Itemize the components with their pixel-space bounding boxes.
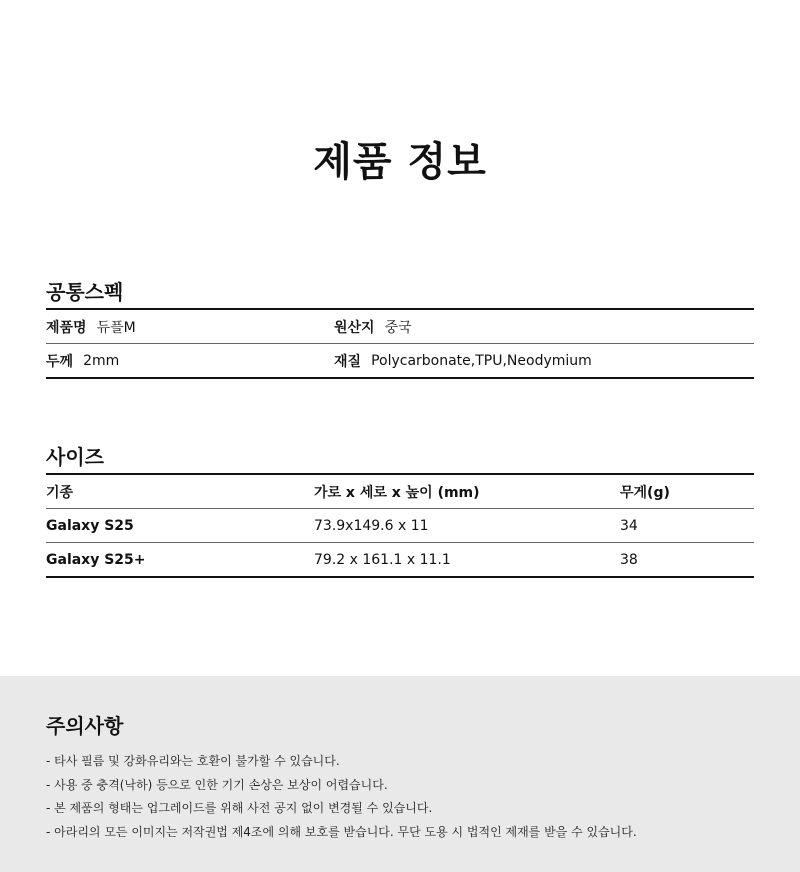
spec-section-title: 공통스펙 — [46, 280, 124, 304]
spec-row — [46, 310, 754, 344]
notice-item: - 아라리의 모든 이미지는 저작권법 제4조에 의해 보호를 받습니다. 무단 도용 시 법적인 제재를 받을 수 있습니다. — [46, 824, 637, 839]
dimensions-cell: 79.2 x 161.1 x 11.1 — [314, 551, 451, 568]
model-cell: Galaxy S25 — [46, 517, 134, 534]
size-section-title: 사이즈 — [46, 445, 104, 469]
notice-item: - 사용 중 충격(낙하) 등으로 인한 기기 손상은 보상이 어렵습니다. — [46, 777, 388, 792]
spec-label: 원산지 — [334, 319, 375, 336]
spec-value: 중국 — [384, 319, 412, 336]
dimensions-cell: 73.9x149.6 x 11 — [314, 517, 429, 534]
spec-label: 제품명 — [46, 319, 87, 336]
spec-label: 재질 — [334, 353, 362, 370]
spec-row — [46, 344, 754, 379]
notice-item: - 본 제품의 형태는 업그레이드를 위해 사전 공지 없이 변경될 수 있습니다. — [46, 801, 433, 815]
spec-label: 두께 — [46, 353, 74, 370]
spec-value: 2mm — [83, 352, 120, 369]
notice-section — [0, 676, 800, 872]
spec-value: 듀플M — [96, 319, 136, 336]
spec-table — [46, 308, 754, 379]
column-header-model: 기종 — [46, 484, 74, 501]
spec-cell-material — [334, 351, 754, 371]
notice-item: - 타사 필름 및 강화유리와는 호환이 불가할 수 있습니다. — [46, 754, 340, 768]
spec-cell-product-name — [46, 317, 334, 337]
weight-cell: 38 — [620, 551, 638, 568]
notice-title: 주의사항 — [46, 714, 124, 738]
table-row — [46, 543, 754, 578]
size-table-header — [46, 475, 754, 509]
table-row — [46, 509, 754, 543]
size-table — [46, 473, 754, 578]
spec-cell-thickness — [46, 351, 334, 371]
column-header-dimensions: 가로 x 세로 x 높이 (mm) — [314, 484, 480, 501]
page-title: 제품 정보 — [313, 139, 487, 185]
spec-value: Polycarbonate,TPU,Neodymium — [371, 352, 592, 369]
weight-cell: 34 — [620, 517, 638, 534]
model-cell: Galaxy S25+ — [46, 551, 146, 568]
column-header-weight: 무게(g) — [620, 484, 670, 501]
notice-list — [46, 750, 637, 844]
spec-cell-origin — [334, 317, 754, 337]
